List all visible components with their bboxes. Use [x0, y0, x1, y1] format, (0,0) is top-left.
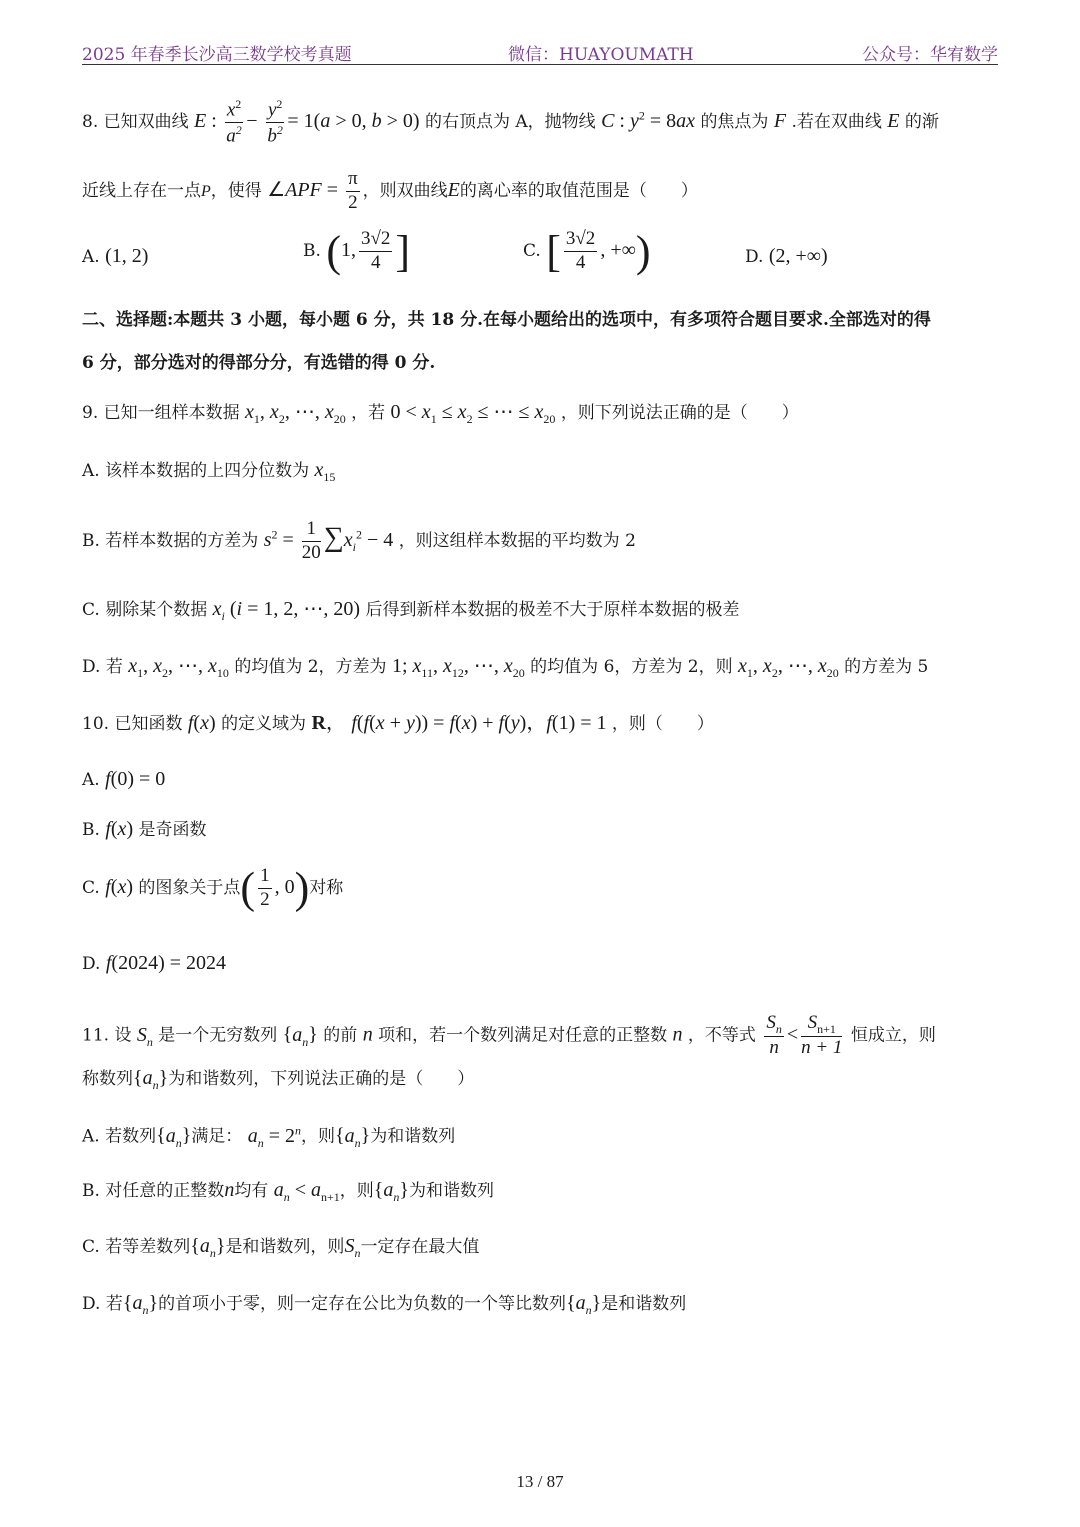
q11-option-a: A. 若数列$\{a_n\}$满足： $a_n = 2^n$，则$\{a_n\}$为和谐数列 [82, 1123, 456, 1150]
q9-option-c: C. 剔除某个数据 $x_i$ (i = 1, 2, ⋯, 20) 后得到新样本数据的极差不大于原样本数据的极差 [82, 598, 740, 623]
q9-option-d: D. 若 $x_1$, $x_2$, ⋯, $x_{10}$ 的均值为 2，方差为 1; $x_{11}$, $x_{12}$, ⋯, $x_{20}$ 的均值为 6，方差为 2，则 $x_1$, $x_2$, ⋯, $x_{20}$ 的方差为 5 [82, 655, 929, 680]
page-number: 13 / 87 [516, 1472, 564, 1491]
q10-option-a: A. f(0) = 0 [82, 768, 166, 790]
q11-stem: 11. 设 $S_n$ 是一个无穷数列 $\{a_n\}$ 的前 n 项和，若一个数列满足对任意的正整数 n ，不等式 $\frac{S_n}{n}$ < $\frac{S_{n+1}}{n + 1}$ 恒成立，则 [82, 1012, 936, 1059]
section2-heading-line1: 二、选择题:本题共 3 小题，每小题 6 分，共 18 分.在每小题给出的选项中，有多项符合题目要求.全部选对的得 [82, 310, 931, 330]
q10-option-d: D. f(2024) = 2024 [82, 952, 227, 974]
q11-line2: 称数列$\{a_n\}$为和谐数列，下列说法正确的是（ ） [82, 1067, 475, 1092]
q8-option-d: D. (2, +∞) [745, 245, 828, 267]
q10-stem: 10. 已知函数 f(x) 的定义域为 R， f(f(x + y)) = f(x) + f(y)，f(1) = 1 ，则（ ） [82, 712, 714, 734]
q11-option-d: D. 若$\{a_n\}$的首项小于零，则一定存在公比为负数的一个等比数列$\{a_n\}$是和谐数列 [82, 1292, 687, 1317]
header-account: 公众号：华宥数学 [862, 45, 998, 65]
q8-option-c: C. [ $\frac{3√2}{4}$ , +∞) [523, 227, 651, 276]
header-wechat: 微信：HUAYOUMATH [508, 45, 694, 65]
q9-option-b: B. 若样本数据的方差为 $s^2$ = $\frac{1}{20}$ $\sum x_i^2 - 4$ ，则这组样本数据的平均数为 2 [82, 518, 636, 563]
page-header [82, 38, 998, 65]
q8-line2: 近线上存在一点P，使得 ∠APF = $\frac{\pi}{2}$ ，则双曲线E的离心率的取值范围是（ ） [82, 168, 698, 213]
q8-line1: 8. 已知双曲线 E : $\frac{x^2}{a^2}$ − $\frac{y^2}{b^2}$ = 1(a > 0, b > 0) 的右顶点为 A，抛物线 C : $y^2 = 8ax$ 的焦点为 F .若在双曲线 E 的渐 [82, 97, 939, 147]
section2-heading-line2: 6 分，部分选对的得部分分，有选错的得 0 分. [82, 353, 436, 373]
header-title: 2025 年春季长沙高三数学校考真题 [82, 45, 352, 65]
q11-option-c: C. 若等差数列$\{a_n\}$是和谐数列，则$S_n$一定存在最大值 [82, 1235, 480, 1260]
q10-option-b: B. f(x) 是奇函数 [82, 818, 207, 840]
q9-stem: 9. 已知一组样本数据 $x_1$, $x_2$, ⋯, $x_{20}$ ，若 $0 < x_1 \le x_2$ ≤ ⋯ ≤ $x_{20}$ ，则下列说法正确的是（ ） [82, 401, 799, 426]
q9-option-a: A. 该样本数据的上四分位数为 $x_{15}$ [82, 459, 336, 484]
q11-option-b: B. 对任意的正整数n均有 $a_n < a_{n+1}$，则$\{a_n\}$为和谐数列 [82, 1179, 494, 1204]
q8-option-a: A. (1, 2) [82, 245, 149, 267]
q10-option-c: C. f(x) 的图象关于点( $\frac{1}{2}$ , 0)对称 [82, 863, 344, 913]
q8-option-b: B. (1, $\frac{3√2}{4}$ ] [303, 227, 411, 276]
